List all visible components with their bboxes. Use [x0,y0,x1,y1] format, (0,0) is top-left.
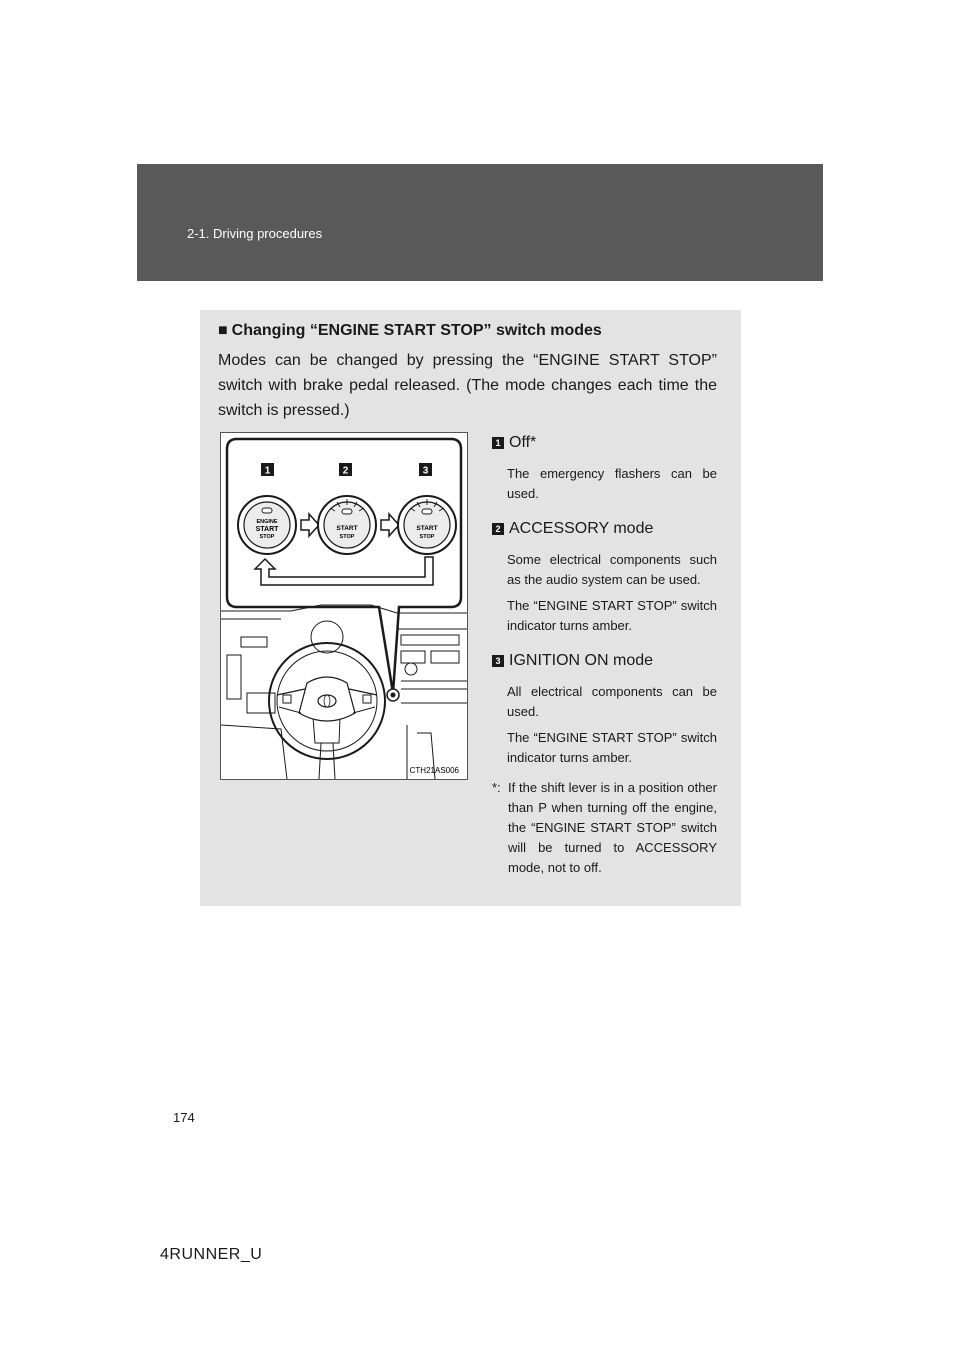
breadcrumb: 2-1. Driving procedures [187,226,323,241]
mode-item-off [492,432,717,504]
mode-item-accessory [492,518,717,636]
number-badge-icon: 2 [492,523,504,535]
svg-text:3: 3 [422,465,429,477]
illustration-svg [221,433,467,779]
mode-title: ACCESSORY mode [509,520,654,537]
svg-text:START: START [416,525,438,532]
steering-wheel-drawing [269,621,385,759]
footnote-marker: *: [492,780,501,795]
footnote [492,778,717,878]
mode-description: The “ENGINE START STOP” switch indicator turns amber. [507,598,717,633]
svg-text:STOP: STOP [339,534,355,540]
svg-text:STOP: STOP [259,534,275,540]
callout-3 [419,463,432,477]
svg-text:1: 1 [264,465,271,477]
mode-description: The emergency flashers can be used. [507,466,717,501]
mode-description: The “ENGINE START STOP” switch indicator turns amber. [507,730,717,765]
button-location-dot [391,693,396,698]
footnote-text: If the shift lever is in a position other than P when turning off the engine, the “ENGINE START STOP” switch will be turned to ACCESSORY mode, not to off. [508,780,717,875]
number-badge-icon: 3 [492,655,504,667]
switch-illustration [220,432,468,780]
svg-text:STOP: STOP [419,534,435,540]
svg-text:START: START [255,526,279,533]
engine-button-ignition [398,496,456,554]
mode-item-ignition [492,650,717,768]
mode-description: All electrical components can be used. [507,684,717,719]
callout-1 [261,463,274,477]
intro-paragraph: Modes can be changed by pressing the “ENGINE START STOP” switch with brake pedal released. (The mode changes each time the switch is pressed.) [218,352,717,419]
svg-text:2: 2 [342,465,349,477]
section-title: ■ Changing “ENGINE START STOP” switch modes [218,322,602,339]
mode-title: IGNITION ON mode [509,652,654,669]
callout-2 [339,463,352,477]
figure-code: CTH21AS006 [409,766,459,775]
engine-button-accessory [318,496,376,554]
page-header [137,164,823,281]
engine-button-off [238,496,296,554]
page-number: 174 [173,1110,195,1125]
svg-text:ENGINE: ENGINE [256,519,278,525]
number-badge-icon: 1 [492,437,504,449]
info-box [200,310,741,906]
mode-description: Some electrical components such as the audio system can be used. [507,552,717,587]
footer-code: 4RUNNER_U [160,1246,263,1263]
mode-list [492,432,717,878]
mode-title: Off* [509,434,537,451]
square-bullet-icon: ■ [218,322,228,339]
svg-text:START: START [336,525,358,532]
